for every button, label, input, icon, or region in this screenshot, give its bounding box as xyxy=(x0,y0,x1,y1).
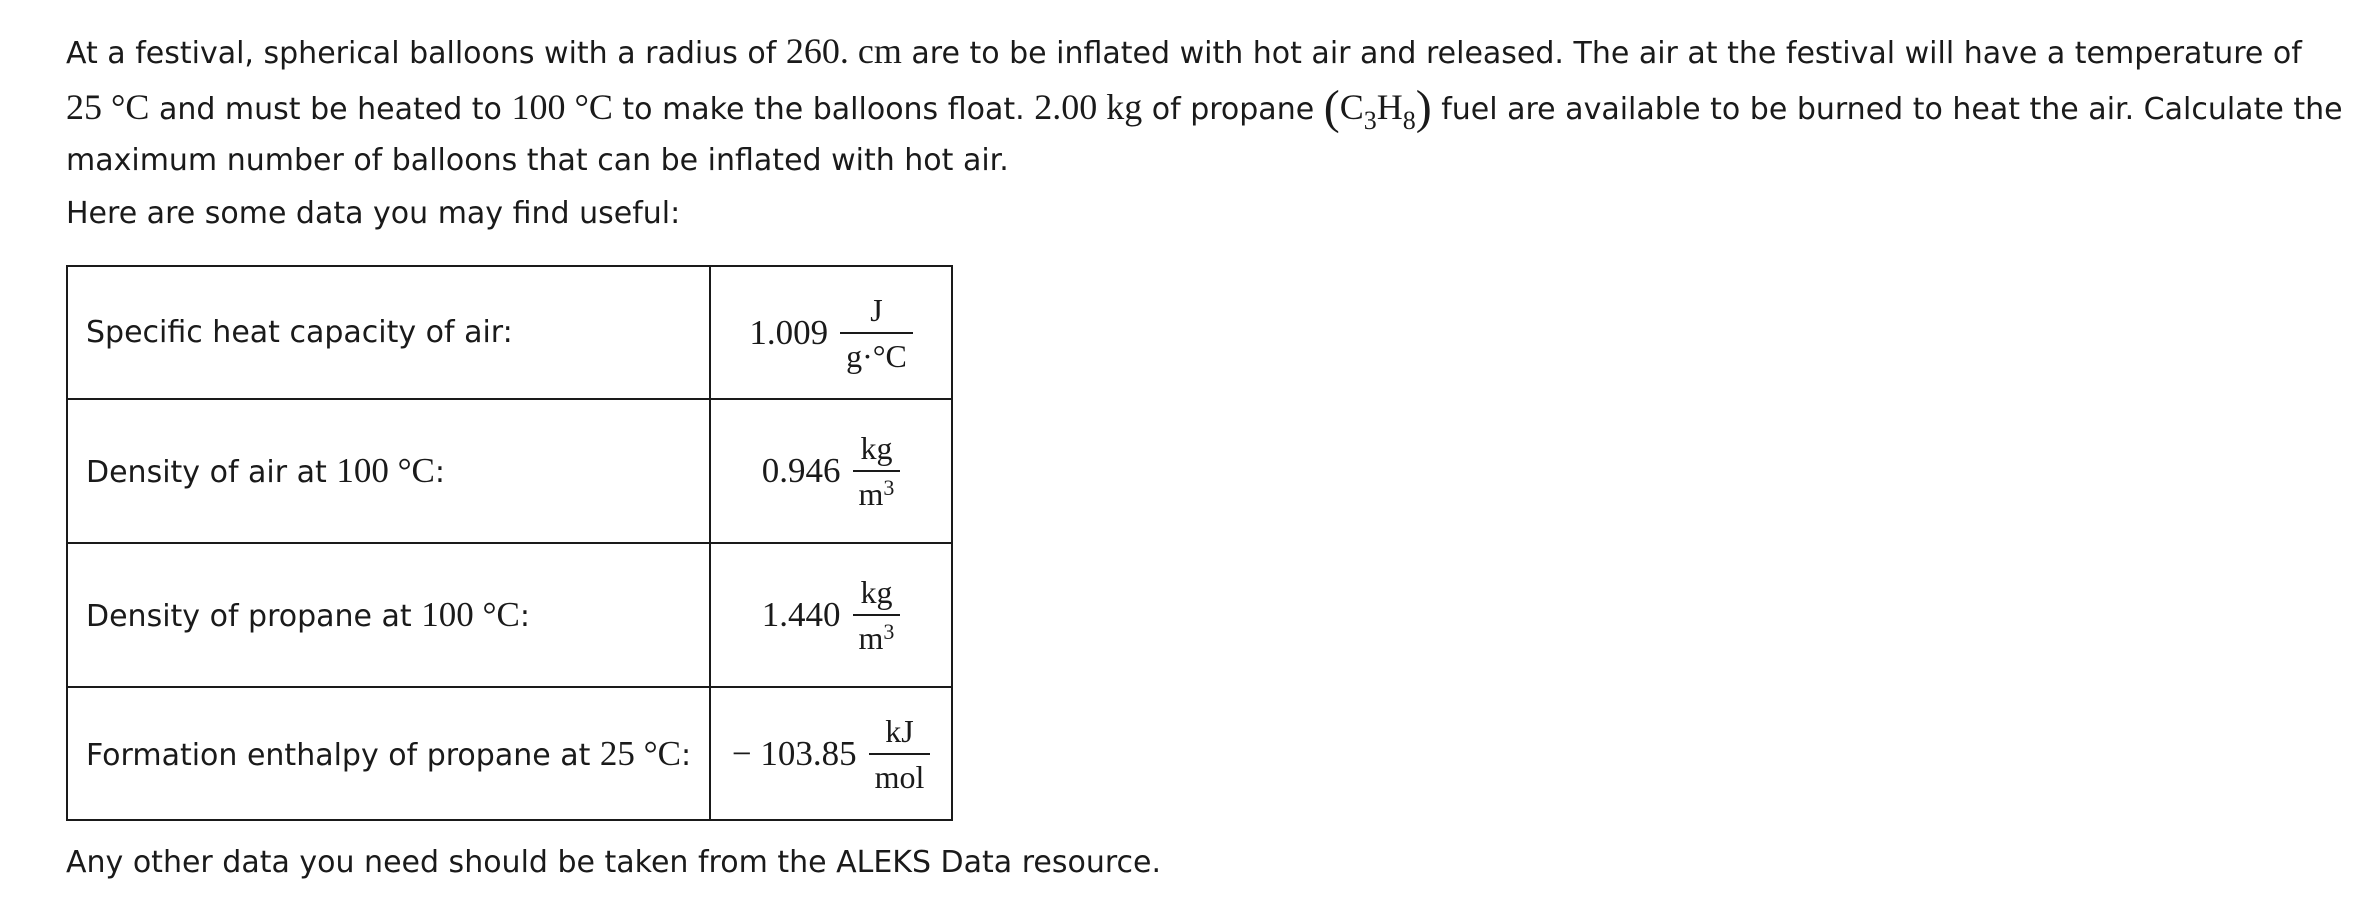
row-label: Formation enthalpy of propane at 25 °C: xyxy=(67,687,710,820)
data-intro: Here are some data you may find useful: xyxy=(66,196,681,231)
propane-formula: (C3H8) xyxy=(1323,81,1432,135)
problem-text-3: and must be heated to xyxy=(149,92,512,127)
value-number: 1.009 xyxy=(749,312,829,352)
value-number: 0.946 xyxy=(761,451,841,490)
table-row xyxy=(67,687,952,820)
problem-text-4: to make the balloons float. xyxy=(612,92,1035,127)
problem-text-2: are to be inflated with hot air and released. The air at the festival will have a temperature of xyxy=(901,36,2302,71)
problem-text-5: of propane xyxy=(1142,92,1324,127)
table-row xyxy=(67,399,952,543)
unit-fraction: $\frac{kg}{m^3}$ xyxy=(853,430,901,512)
data-table xyxy=(66,265,953,821)
value-number: − 103.85 xyxy=(731,733,857,773)
row-value xyxy=(710,543,952,687)
row-value xyxy=(710,266,952,399)
problem-statement xyxy=(66,26,2346,186)
problem-text-6: fuel are available to be burned to heat the air. Calculate the maximum number of balloons that can be inflated with hot air. xyxy=(66,92,2343,178)
row-label: Specific heat capacity of air: xyxy=(67,266,710,399)
footer-note: Any other data you need should be taken from the ALEKS Data resource. xyxy=(66,845,1161,880)
unit-fraction: $\frac{kJ}{\text{mol}}$ xyxy=(869,713,931,795)
table-row xyxy=(67,543,952,687)
value-number: 1.440 xyxy=(761,595,841,634)
row-value xyxy=(710,399,952,543)
ambient-temperature: 25 °C xyxy=(66,87,150,127)
unit-fraction: $\frac{J}{g\cdot^\circ C}$ xyxy=(840,292,913,374)
hot-temperature: 100 °C xyxy=(511,87,613,127)
table-row xyxy=(67,266,952,399)
problem-text-1: At a festival, spherical balloons with a radius of xyxy=(66,36,786,71)
propane-mass: 2.00 kg xyxy=(1034,87,1143,127)
unit-fraction: $\frac{kg}{m^3}$ xyxy=(853,574,901,656)
row-value xyxy=(710,687,952,820)
row-label: Density of propane at 100 °C: xyxy=(67,543,710,687)
radius-value: 260. cm xyxy=(785,31,902,71)
row-label: Density of air at 100 °C: xyxy=(67,399,710,543)
